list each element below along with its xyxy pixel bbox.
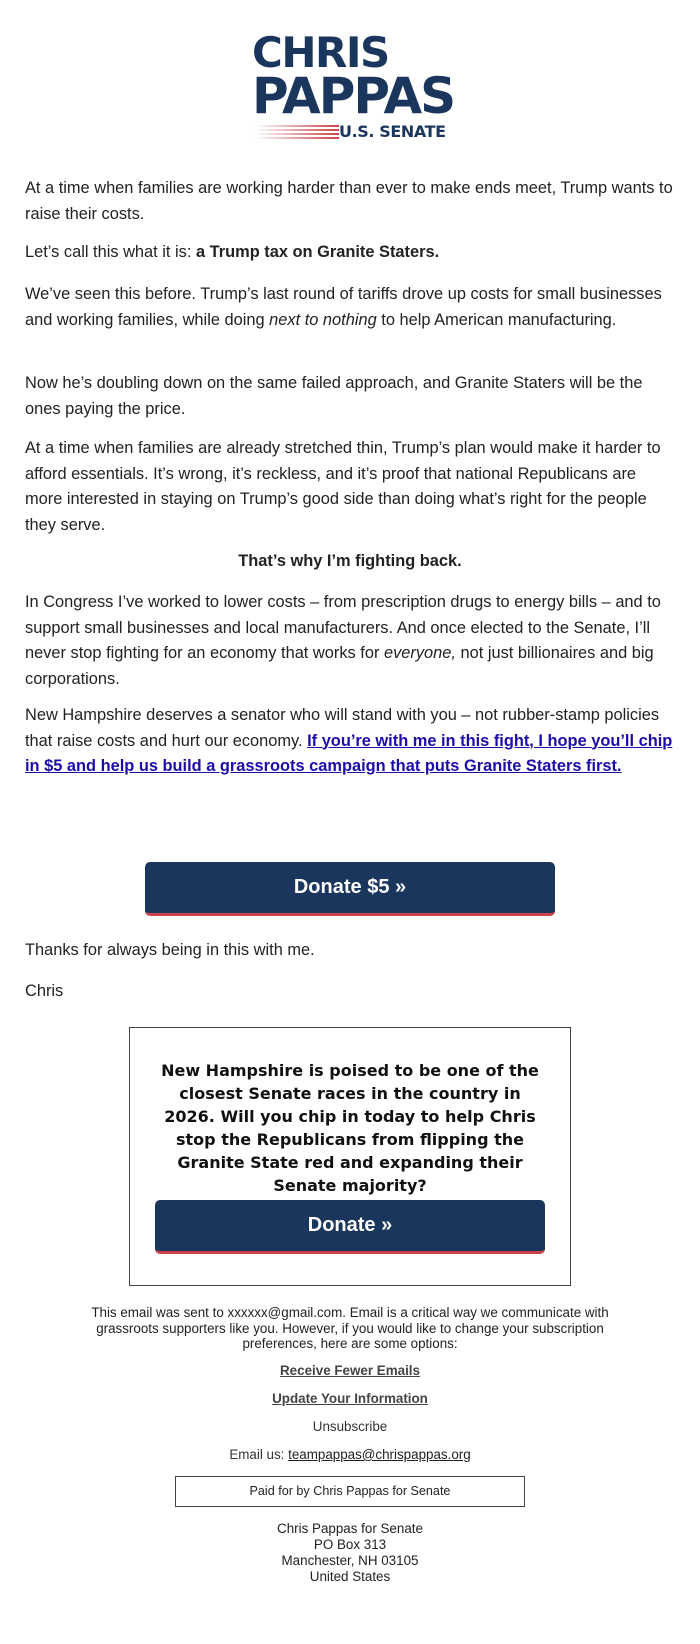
paragraph-congress-italic: everyone, — [383, 644, 456, 662]
paragraph-congress-end: not just billionaires and big corporations. — [25, 644, 654, 688]
paragraph-trump-tax — [25, 240, 675, 266]
paragraph-congress-start: In Congress I’ve worked to lower costs – from prescription drugs to energy bills – and to support small businesses and local manufacturers. And once elected to the Senate, I’ll never stop fighting for an economy that works for — [25, 593, 661, 662]
paragraph-congress — [25, 590, 675, 692]
receive-fewer-emails-link[interactable]: Receive Fewer Emails — [280, 1363, 420, 1378]
email-us-label: Email us: — [229, 1447, 289, 1462]
paragraph-ask-start: New Hampshire deserves a senator who will stand with you – not rubber-stamp policies that raise costs and hurt our economy. — [25, 706, 660, 750]
address-line-org: Chris Pappas for Senate — [277, 1521, 423, 1536]
mailing-address — [0, 1521, 700, 1585]
email-address-link[interactable]: teampappas@chrispappas.org — [288, 1447, 471, 1462]
unsubscribe-link[interactable]: Unsubscribe — [312, 1419, 388, 1434]
signature: Chris — [25, 982, 64, 1000]
campaign-logo — [252, 28, 455, 141]
paragraph-thanks: Thanks for always being in this with me. — [25, 941, 315, 959]
paragraph-tariffs-end: to help American manufacturing. — [376, 310, 617, 329]
footer-intro: This email was sent to xxxxxx@gmail.com. Email is a critical way we communicate with grassroots supporters like you. However, if you would like to change your subscription preferences, here are some options: — [91, 1305, 609, 1351]
paragraph-fighting-back — [25, 549, 675, 575]
paragraph-tariffs — [25, 282, 675, 333]
update-information-link[interactable]: Update Your Information — [272, 1391, 428, 1406]
callout-text: New Hampshire is poised to be one of the closest Senate races in the country in 2026. Will you chip in today to help Chris stop the Republicans from flipping the Granite State red and expanding their Senate majority? — [161, 1061, 539, 1195]
paid-for-disclaimer: Paid for by Chris Pappas for Senate — [175, 1476, 525, 1507]
paragraph-tariffs-start: We’ve seen this before. Trump’s last round of tariffs drove up costs for small businesses and working families, while doing — [25, 285, 662, 329]
donate-5-button[interactable]: Donate $5 » — [145, 862, 555, 916]
logo-office: U.S. SENATE — [339, 122, 446, 141]
paragraph-ask — [25, 703, 675, 780]
address-line-country: United States — [309, 1569, 391, 1584]
logo-first-name: CHRIS — [252, 28, 389, 77]
address-line-city: Manchester, NH 03105 — [281, 1553, 419, 1568]
logo-subline — [252, 122, 452, 142]
paragraph-trump-tax-bold: a Trump tax on Granite Staters. — [195, 243, 440, 261]
flag-stripes-icon — [255, 125, 339, 139]
donate-button[interactable]: Donate » — [155, 1200, 545, 1254]
paragraph-tariffs-italic: next to nothing — [269, 310, 377, 329]
footer-email-line — [0, 1447, 700, 1463]
fighting-back-bold: That’s why I’m fighting back. — [238, 552, 462, 570]
paragraph-doubling-down: Now he’s doubling down on the same failed approach, and Granite Staters will be the ones paying the price. — [25, 374, 643, 418]
address-line-po-box: PO Box 313 — [313, 1537, 387, 1552]
paragraph-stretched-thin: At a time when families are already stretched thin, Trump’s plan would make it harder to afford essentials. It’s wrong, it’s reckless, and it’s proof that national Republicans are more interested in staying on Trump’s good side than doing what’s right for the people they serve. — [25, 439, 661, 534]
chip-in-link[interactable]: If you’re with me in this fight, I hope you’ll chip in $5 and help us build a grassroots campaign that puts Granite Staters first. — [25, 731, 673, 775]
paragraph-intro: At a time when families are working harder than ever to make ends meet, Trump wants to raise their costs. — [25, 179, 673, 223]
logo-last-name: PAPPAS — [252, 67, 455, 125]
paragraph-trump-tax-lead: Let’s call this what it is: — [25, 243, 196, 261]
